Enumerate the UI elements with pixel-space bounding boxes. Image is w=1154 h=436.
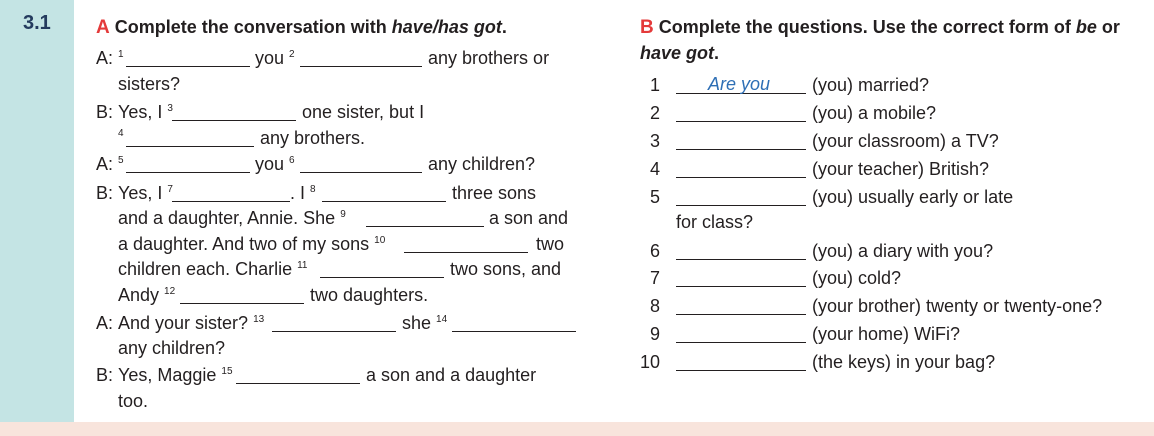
answer-blank[interactable]	[126, 172, 250, 173]
answer-blank[interactable]	[676, 149, 806, 150]
question-text: (your teacher) British?	[812, 159, 990, 179]
line-text: any children?	[428, 154, 536, 174]
speaker-label: B:	[96, 102, 114, 122]
answer-blank[interactable]	[126, 146, 254, 147]
item-number: 5	[649, 187, 660, 207]
bottom-band	[0, 422, 1154, 436]
item-number: 3	[649, 131, 660, 151]
answer-blank[interactable]	[676, 286, 806, 287]
gap-number: 4	[118, 128, 124, 139]
question-text: (you) a diary with you?	[812, 241, 994, 261]
question-text: (the keys) in your bag?	[812, 352, 996, 372]
question-text: (you) usually early or late	[812, 187, 1014, 207]
answer-blank[interactable]	[366, 226, 484, 227]
answer-blank[interactable]	[172, 201, 290, 202]
question-text: (you) a mobile?	[812, 103, 937, 123]
answer-blank[interactable]	[300, 66, 422, 67]
answer-blank[interactable]	[126, 66, 250, 67]
speaker-label: A:	[96, 313, 114, 333]
line-text: any brothers.	[260, 128, 366, 148]
line-text: Yes, I $^3$	[118, 102, 173, 122]
speaker-label: A:	[96, 48, 114, 68]
line-text: two	[536, 234, 565, 254]
question-text: (your brother) twenty or twenty-one?	[812, 296, 1103, 316]
line-text: Andy $^{12}$	[118, 285, 176, 305]
answer-blank[interactable]	[676, 342, 806, 343]
answer-blank[interactable]	[180, 303, 304, 304]
answer-blank[interactable]	[320, 277, 444, 278]
question-text: (your classroom) a TV?	[812, 131, 999, 151]
section-b-letter: B	[640, 17, 654, 38]
gap-number: 1	[118, 49, 124, 60]
line-text: two daughters.	[310, 285, 429, 305]
item-number: 9	[649, 324, 660, 344]
answer-blank[interactable]	[676, 177, 806, 178]
line-text: Yes, Maggie $^{15}$	[118, 365, 233, 385]
answer-blank[interactable]	[300, 172, 422, 173]
line-text: And your sister? $^{13}$	[118, 313, 265, 333]
item-number: 1	[649, 75, 660, 95]
line-text: any children?	[118, 338, 226, 358]
item-number: 10	[640, 352, 661, 372]
item-number: 2	[649, 103, 660, 123]
answer-blank[interactable]	[452, 331, 576, 332]
section-b-instruction: Complete the questions. Use the correct form of be or	[658, 17, 1120, 37]
section-a-heading	[96, 16, 507, 39]
item-number: 4	[649, 159, 660, 179]
answer-blank[interactable]	[322, 201, 446, 202]
answer-blank[interactable]	[404, 252, 528, 253]
line-text: she $^{14}$	[402, 313, 448, 333]
answer-blank[interactable]	[236, 383, 360, 384]
section-b-instruction-cont: have got.	[640, 43, 720, 63]
question-text: (your home) WiFi?	[812, 324, 961, 344]
line-text: children each. Charlie $^{11}$	[118, 259, 308, 279]
question-text: (you) married?	[812, 75, 930, 95]
speaker-label: B:	[96, 365, 114, 385]
line-text: three sons	[452, 183, 537, 203]
section-a-instruction: Complete the conversation with have/has got.	[114, 17, 507, 37]
answer-blank[interactable]	[676, 121, 806, 122]
question-text: (you) cold?	[812, 268, 902, 288]
line-text: sisters?	[118, 74, 181, 94]
item-number: 6	[649, 241, 660, 261]
answer-blank[interactable]	[676, 314, 806, 315]
exercise-number: 3.1	[23, 12, 51, 34]
line-text: a son and a daughter	[366, 365, 537, 385]
line-text: you $^2$	[255, 48, 295, 68]
speaker-label: A:	[96, 154, 114, 174]
line-text: you $^6$	[255, 154, 295, 174]
line-text: one sister, but I	[302, 102, 425, 122]
answer-blank[interactable]	[676, 370, 806, 371]
item-number: 7	[649, 268, 660, 288]
answer-blank[interactable]	[272, 331, 396, 332]
line-text: two sons, and	[450, 259, 562, 279]
answer-blank[interactable]	[676, 205, 806, 206]
exercise-sidebar	[0, 0, 74, 422]
speaker-label: B:	[96, 183, 114, 203]
answer-blank[interactable]	[172, 120, 296, 121]
section-b-heading	[640, 16, 1120, 39]
example-answer: Are you	[708, 74, 771, 94]
line-text: Yes, I $^7$	[118, 183, 173, 203]
item-number: 8	[649, 296, 660, 316]
question-text-cont: for class?	[676, 212, 754, 232]
answer-blank[interactable]	[676, 259, 806, 260]
line-text: any brothers or	[428, 48, 550, 68]
line-text: too.	[118, 391, 149, 411]
line-text: . I $^8$	[290, 183, 316, 203]
line-text: and a daughter, Annie. She $^9$	[118, 208, 346, 228]
line-text: a son and	[489, 208, 569, 228]
gap-number: 5	[118, 155, 124, 166]
line-text: a daughter. And two of my sons $^{10}$	[118, 234, 386, 254]
section-a-letter: A	[96, 17, 110, 38]
